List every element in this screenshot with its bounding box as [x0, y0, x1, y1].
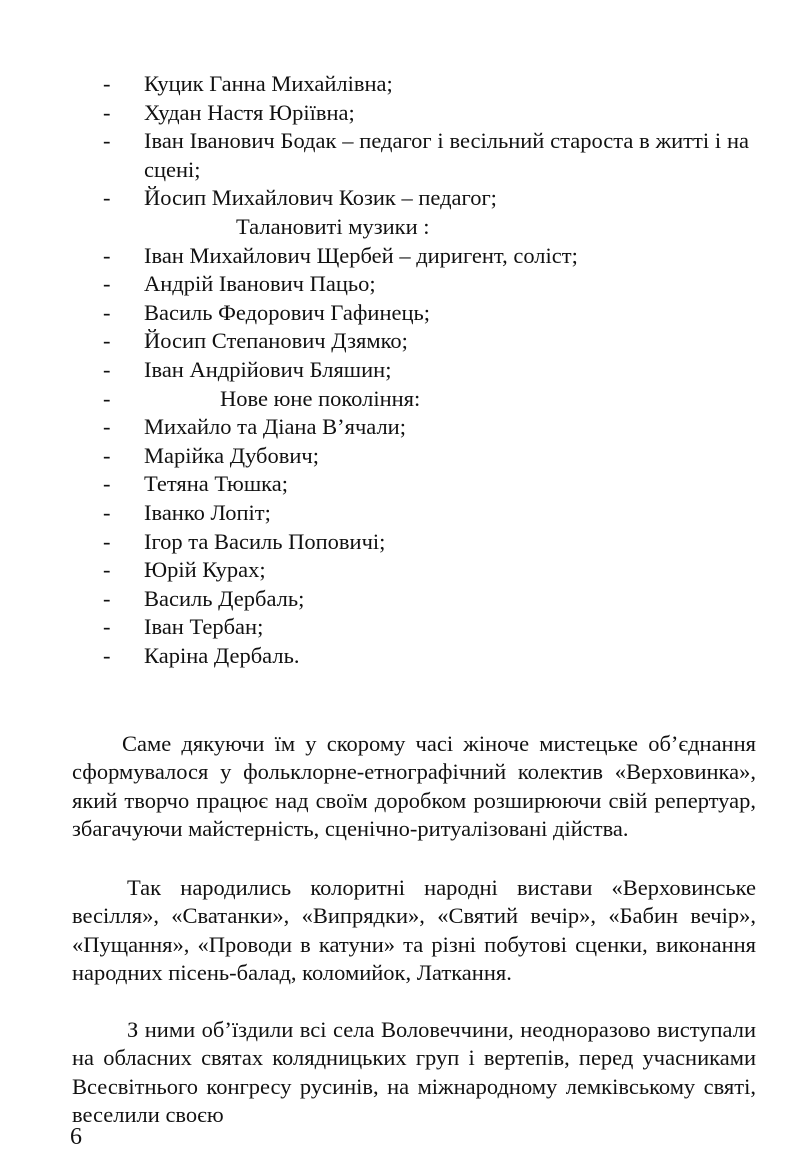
list-dash: -	[103, 185, 111, 211]
list-heading-text: Нове юне покоління:	[220, 385, 421, 411]
list-dash: -	[103, 242, 111, 268]
list-item-text: Каріна Дербаль.	[144, 642, 300, 668]
list-dash: -	[103, 71, 111, 96]
list-item-text: Іван Тербан;	[144, 614, 264, 640]
list-item	[0, 242, 804, 271]
list-item-text: Іван Михайлович Щербей – диригент, соліст;	[144, 242, 578, 268]
list-dash: -	[103, 557, 111, 583]
list-item-text: Йосип Степанович Дзямко;	[144, 328, 408, 354]
list-item-text: Іван Іванович Бодак – педагог і весільний староста в житті і на сцені;	[144, 128, 749, 182]
names-list	[0, 70, 804, 670]
list-dash: -	[103, 128, 111, 154]
list-dash: -	[103, 614, 111, 640]
list-dash: -	[103, 499, 111, 525]
list-item	[0, 499, 804, 528]
list-item	[0, 413, 804, 442]
list-item-text: Куцик Ганна Михайлівна;	[144, 71, 393, 96]
list-item	[0, 642, 804, 671]
list-item-text: Худан Настя Юріївна;	[144, 99, 355, 125]
list-item	[0, 613, 804, 642]
list-item-text: Йосип Михайлович Козик – педагог;	[144, 185, 497, 211]
list-item	[0, 585, 804, 614]
list-item	[0, 327, 804, 356]
list-dash: -	[103, 414, 111, 440]
list-item	[0, 270, 804, 299]
paragraph-performances: Так народились колоритні народні вистави «Верховинське весілля», «Сватанки», «Випрядки», «Святий вечір», «Бабин вечір», «Пущання», «Проводи в катуни» та різні побутові сценки, виконання народних пісень-балад, коломийок, Латкання.	[72, 874, 756, 986]
paragraph-ensemble: Саме дякуючи їм у скорому часі жіноче мистецьке об’єднання сформувалося у фольклорне-етнографічний колектив «Верховинка», який творчо працює над своїм доробком розширюючи свій репертуар, збагачуючи майстерність, сценічно-ритуалізовані дійства.	[72, 730, 756, 842]
list-dash: -	[103, 585, 111, 611]
list-dash: -	[103, 356, 111, 382]
list-heading-text: Талановиті музики :	[236, 213, 430, 239]
page-number: 6	[70, 1124, 82, 1150]
list-item-text: Василь Дербаль;	[144, 585, 305, 611]
list-item-text: Іванко Лопіт;	[144, 499, 271, 525]
list-dash: -	[103, 642, 111, 668]
list-item-text: Тетяна Тюшка;	[144, 471, 288, 497]
list-dash: -	[103, 271, 111, 297]
list-item	[0, 299, 804, 328]
list-item	[0, 99, 804, 128]
list-item-text: Іван Андрійович Бляшин;	[144, 356, 392, 382]
list-item-text: Юрій Курах;	[144, 557, 266, 583]
list-item-text: Василь Федорович Гафинець;	[144, 299, 431, 325]
list-dash: -	[103, 385, 111, 411]
list-item	[0, 70, 804, 99]
list-item	[0, 442, 804, 471]
list-dash: -	[103, 528, 111, 554]
list-item	[0, 184, 804, 213]
list-item-text: Андрій Іванович Пацьо;	[144, 271, 376, 297]
list-heading	[0, 213, 804, 242]
list-item-text: Ігор та Василь Поповичі;	[144, 528, 386, 554]
list-item-text: Михайло та Діана В’ячали;	[144, 414, 406, 440]
list-dash: -	[103, 328, 111, 354]
list-item	[0, 528, 804, 557]
list-item	[0, 556, 804, 585]
list-item-text: Марійка Дубович;	[144, 442, 319, 468]
list-dash: -	[103, 99, 111, 125]
list-item	[0, 470, 804, 499]
list-dash: -	[103, 299, 111, 325]
list-item	[0, 356, 804, 385]
list-dash: -	[103, 442, 111, 468]
paragraph-tours: З ними об’їздили всі села Воловеччини, неодноразово виступали на обласних святах колядницьких груп і вертепів, перед учасниками Всесвітнього конгресу русинів, на міжнародному лемківському святі, веселили своєю	[72, 1016, 756, 1128]
list-heading	[0, 385, 804, 414]
list-dash: -	[103, 471, 111, 497]
list-item	[0, 127, 804, 184]
